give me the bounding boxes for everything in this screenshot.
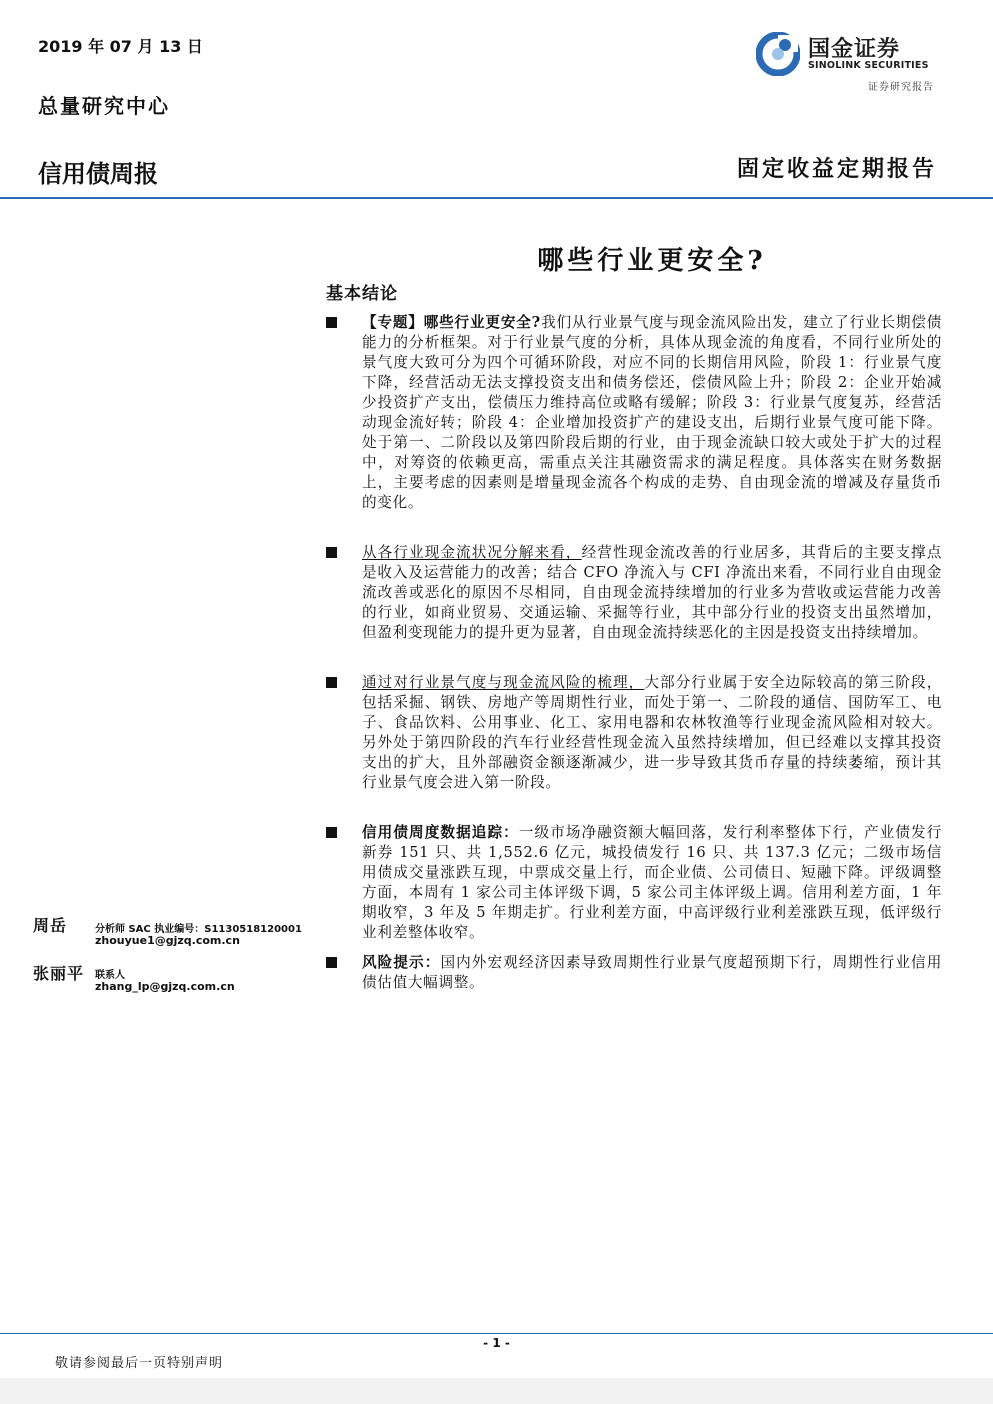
conclusion-paragraph [362,673,942,793]
conclusion-lead: 从各行业现金流状况分解来看， [362,544,582,561]
analyst-email: zhouyue1@gjzq.com.cn [95,934,240,947]
conclusion-item [326,543,946,643]
analyst-role: 联系人 [95,970,125,981]
conclusion-paragraph [362,953,942,993]
bottom-margin-band [0,1378,993,1404]
bullet-icon [326,827,337,838]
conclusion-lead: 信用债周度数据追踪： [362,824,519,841]
bullet-icon [326,317,337,328]
report-title: 哪些行业更安全? [537,246,767,276]
header-divider [0,197,993,199]
company-logo-mark-icon [756,32,800,76]
disclaimer-note: 敬请参阅最后一页特别声明 [55,1356,224,1371]
bullet-icon [326,547,337,558]
conclusion-text: 一级市场净融资额大幅回落，发行利率整体下行，产业债发行新券 151 只、共 1,552.6 亿元，城投债发行 16 只、共 137.3 亿元；二级市场信用债成交量涨跌互现，中票成交量上行，而企业债、公司债日、短融下降。评级调整方面，本周有 1 家公司主体评级下调，5 家公司主体评级上调。信用利差方面，1 年期收窄，3 年及 5 年期走扩。行业利差方面，中高评级行业利差涨跌互现，低评级行业利差整体收窄。 [362,824,942,941]
conclusion-lead: 风险提示： [362,954,441,971]
analyst-name: 周岳 [33,916,68,935]
bullet-icon [326,677,337,688]
logo-subtitle: 证券研究报告 [868,82,934,93]
company-name-en: SINOLINK SECURITIES [808,60,929,71]
conclusion-item [326,823,946,943]
conclusion-item [326,313,946,513]
analyst-email: zhang_lp@gjzq.com.cn [95,980,235,993]
company-logo [756,32,944,76]
department-name: 总量研究中心 [38,94,170,118]
analyst-role: 分析师 SAC 执业编号：S1130518120001 [95,924,302,935]
report-type-label: 固定收益定期报告 [736,156,937,182]
conclusion-lead: 通过对行业景气度与现金流风险的梳理， [362,674,645,691]
conclusion-paragraph [362,543,942,643]
conclusion-text: 经营性现金流改善的行业居多，其背后的主要支撑点是收入及运营能力的改善；结合 CFO 净流入与 CFI 净流出来看，不同行业自由现金流改善或恶化的原因不尽相同，自由现金流持续增加的行业多为营收或运营能力改善的行业，如商业贸易、交通运输、采掘等行业，其中部分行业的投资支出虽然增加，但盈利变现能力的提升更为显著，自由现金流持续恶化的主因是投资支出持续增加。 [362,544,942,641]
conclusion-item [326,673,946,793]
footer-divider [0,1333,993,1334]
conclusion-item [326,953,946,993]
conclusion-paragraph [362,313,942,513]
section-heading: 基本结论 [326,284,398,304]
company-name-cn: 国金证券 [808,37,901,62]
report-series-name: 信用债周报 [38,160,158,188]
page-number: - 1 - [483,1336,510,1350]
conclusion-paragraph [362,823,942,943]
conclusion-lead: 【专题】哪些行业更安全? [362,314,541,331]
conclusion-text: 我们从行业景气度与现金流风险出发，建立了行业长期偿债能力的分析框架。对于行业景气度的分析，具体从现金流的角度看，不同行业所处的景气度大致可分为四个可循环阶段，对应不同的长期信用风险，阶段 1：行业景气度下降，经营活动无法支撑投资支出和债务偿还，偿债风险上升；阶段 2：企业开始减少投资扩产支出，偿债压力维持高位或略有缓解；阶段 3：行业景气度复苏，经营活动现金流好转；阶段 4：企业增加投资扩产的建设支出，后期行业景气度可能下降。处于第一、二阶段以及第四阶段后期的行业，由于现金流缺口较大或处于扩大的过程中，对筹资的依赖更高，需重点关注其融资需求的满足程度。具体落实在财务数据上，主要考虑的因素则是增量现金流各个构成的走势、自由现金流的增减及存量货币的变化。 [362,314,943,511]
analyst-name: 张丽平 [33,964,85,983]
conclusion-text: 大部分行业属于安全边际较高的第三阶段，包括采掘、钢铁、房地产等周期性行业，而处于第一、二阶段的通信、国防军工、电子、食品饮料、公用事业、化工、家用电器和农林牧渔等行业现金流风险相对较大。另外处于第四阶段的汽车行业经营性现金流入虽然持续增加，但已经难以支撑其投资支出的扩大，且外部融资金额逐渐减少，进一步导致其货币存量的持续萎缩，预计其行业景气度会进入第一阶段。 [362,674,942,791]
bullet-icon [326,957,337,968]
conclusion-text: 国内外宏观经济因素导致周期性行业景气度超预期下行，周期性行业信用债估值大幅调整。 [362,954,942,991]
report-date: 2019 年 07 月 13 日 [38,37,203,56]
